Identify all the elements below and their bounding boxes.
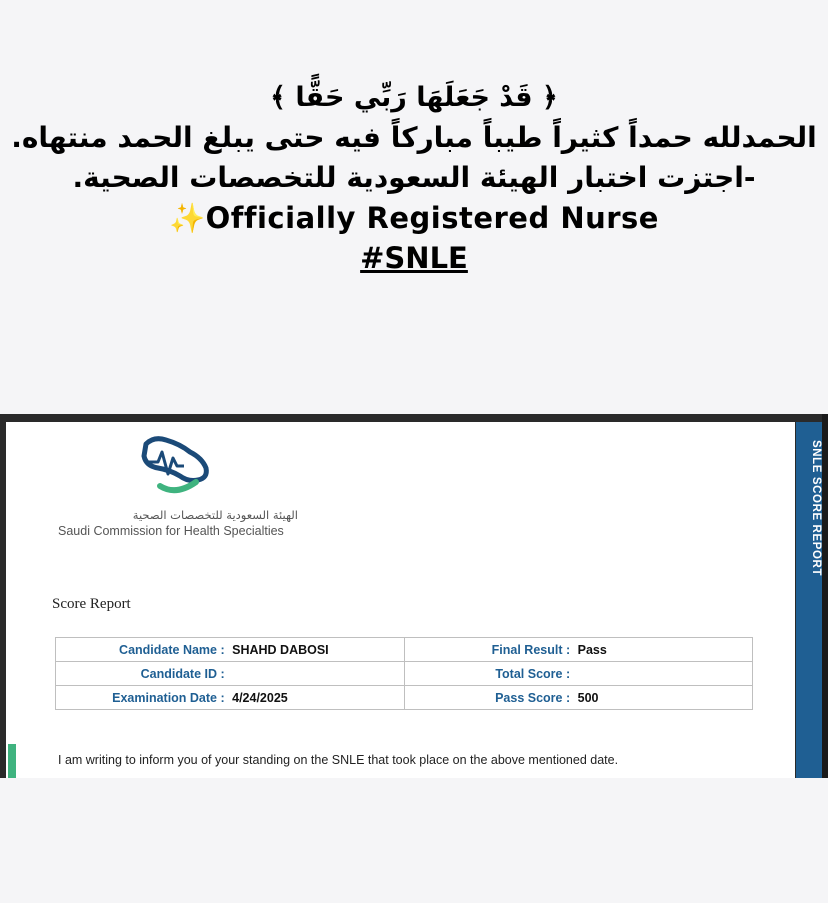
letter-body-text: I am writing to inform you of your standing on the SNLE that took place on the above mentioned date.: [58, 753, 619, 767]
bottom-blank-area: [0, 778, 828, 903]
examination-date-value: 4/24/2025: [232, 690, 288, 705]
final-result-label: Final Result: [491, 642, 563, 657]
score-report-title: Score Report: [52, 596, 131, 612]
candidate-id-label: Candidate ID: [140, 666, 217, 681]
scfhs-logo-icon: [136, 432, 220, 504]
pass-score-label: Pass Score: [495, 690, 563, 705]
pass-score-value: 500: [577, 690, 599, 705]
candidate-info-table: [55, 637, 753, 710]
registered-nurse-text: ✨Officially Registered Nurse: [169, 201, 659, 235]
org-name-arabic: الهيئة السعودية للتخصصات الصحية: [132, 508, 298, 522]
candidate-name-value: SHAHD DABOSI: [232, 642, 329, 657]
quran-verse: ﴿ قَدْ جَعَلَهَا رَبِّي حَقًّا ﴾: [270, 82, 558, 113]
green-side-tab: [8, 744, 16, 778]
report-sheet: [6, 422, 795, 778]
passed-exam-text: -اجتزت اختبار الهيئة السعودية للتخصصات الصحية.: [72, 161, 756, 194]
examination-date-label: Examination Date: [112, 690, 217, 705]
side-banner: [796, 422, 822, 778]
table-row: Candidate Name : SHAHD DABOSI Final Result : Pass: [56, 638, 753, 662]
total-score-label: Total Score: [495, 666, 563, 681]
table-row: Examination Date : 4/24/2025 Pass Score : 500: [56, 686, 753, 710]
score-report-screenshot: [0, 414, 828, 778]
candidate-name-label: Candidate Name: [119, 642, 217, 657]
post-caption: [0, 78, 828, 278]
table-row: Candidate ID : Total Score :: [56, 662, 753, 686]
org-name-english: Saudi Commission for Health Specialties: [58, 524, 284, 538]
frame-edge: [822, 414, 828, 778]
final-result-value: Pass: [577, 642, 607, 657]
side-banner-text: SNLE SCORE REPORT: [810, 440, 822, 577]
hashtag-snle: #SNLE: [360, 241, 468, 275]
praise-text: الحمدلله حمداً كثيراً طيباً مباركاً فيه حتى يبلغ الحمد منتهاه.: [11, 121, 817, 154]
